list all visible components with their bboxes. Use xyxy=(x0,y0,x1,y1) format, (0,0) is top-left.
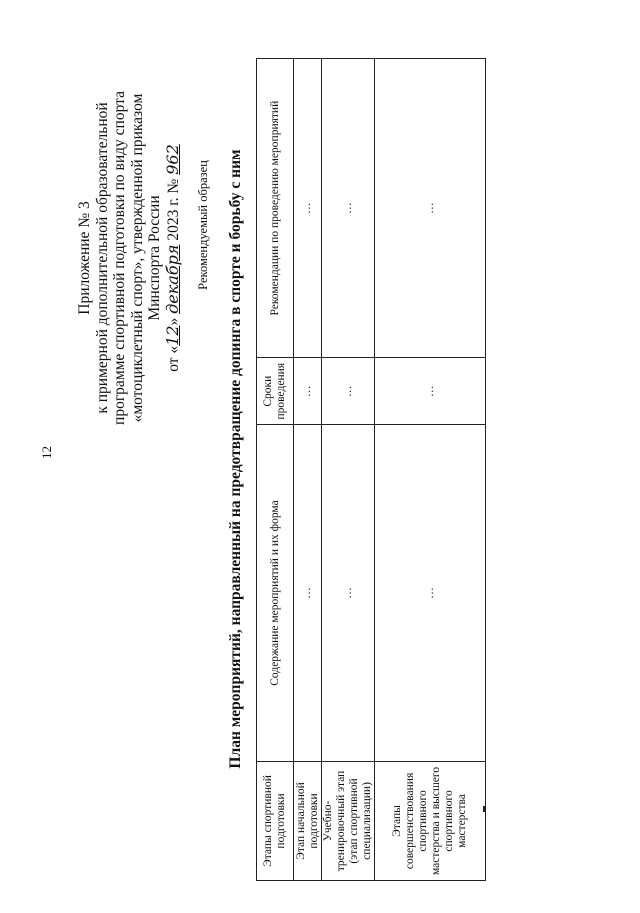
appendix-line-1: к примерной дополнительной образовательной xyxy=(93,102,111,414)
appendix-line-4: Минспорта России xyxy=(146,195,163,321)
header-recommendations: Рекомендации по проведению мероприятий xyxy=(257,59,294,358)
cell-content: … xyxy=(294,425,322,762)
cell-content: … xyxy=(375,425,486,762)
date-year: 2023 г. № xyxy=(164,174,182,245)
appendix-line-2: программе спортивной подготовки по виду спорта xyxy=(111,91,128,425)
cell-stage: Этап начальной подготовки xyxy=(294,761,322,880)
cell-dates: … xyxy=(294,358,322,425)
cell-stage: Учебно-тренировочный этап (этап спортивной специализации) xyxy=(322,761,375,880)
date-day: 12 xyxy=(162,325,182,346)
appendix-title: Приложение № 3 xyxy=(76,201,93,315)
table-row xyxy=(375,59,486,881)
cell-recommendations: … xyxy=(294,59,322,358)
page-number: 12 xyxy=(39,446,54,459)
plan-table xyxy=(256,58,486,881)
table-row xyxy=(294,59,322,881)
table-row xyxy=(322,59,375,881)
cell-recommendations: … xyxy=(375,59,486,358)
cell-recommendations: … xyxy=(322,59,375,358)
date-mid: » xyxy=(164,313,182,326)
table-header-row xyxy=(257,59,294,881)
cell-content: … xyxy=(322,425,375,762)
cell-dates: … xyxy=(322,358,375,425)
rotated-page-content xyxy=(18,15,618,895)
date-prefix: от « xyxy=(164,345,182,372)
header-dates: Сроки проведения xyxy=(257,358,294,425)
cell-dates: … xyxy=(375,358,486,425)
recommended-sample-label: Рекомендуемый образец xyxy=(196,160,210,290)
appendix-date-line xyxy=(164,23,183,493)
plan-title: План мероприятий, направленный на предотвращение допинга в спорте и борьбу с ним xyxy=(227,149,244,769)
appendix-header xyxy=(76,23,182,493)
header-content: Содержание мероприятий и их форма xyxy=(257,425,294,762)
appendix-line-3: «мотоциклетный спорт», утвержденной приказом xyxy=(128,93,146,423)
cell-stage: Этапы совершенствования спортивного мастерства и высшего спортивного мастерства xyxy=(375,761,486,880)
date-month: декабря xyxy=(162,244,182,314)
order-number: 962 xyxy=(162,144,182,175)
header-stages: Этапы спортивной подготовки xyxy=(257,761,294,880)
